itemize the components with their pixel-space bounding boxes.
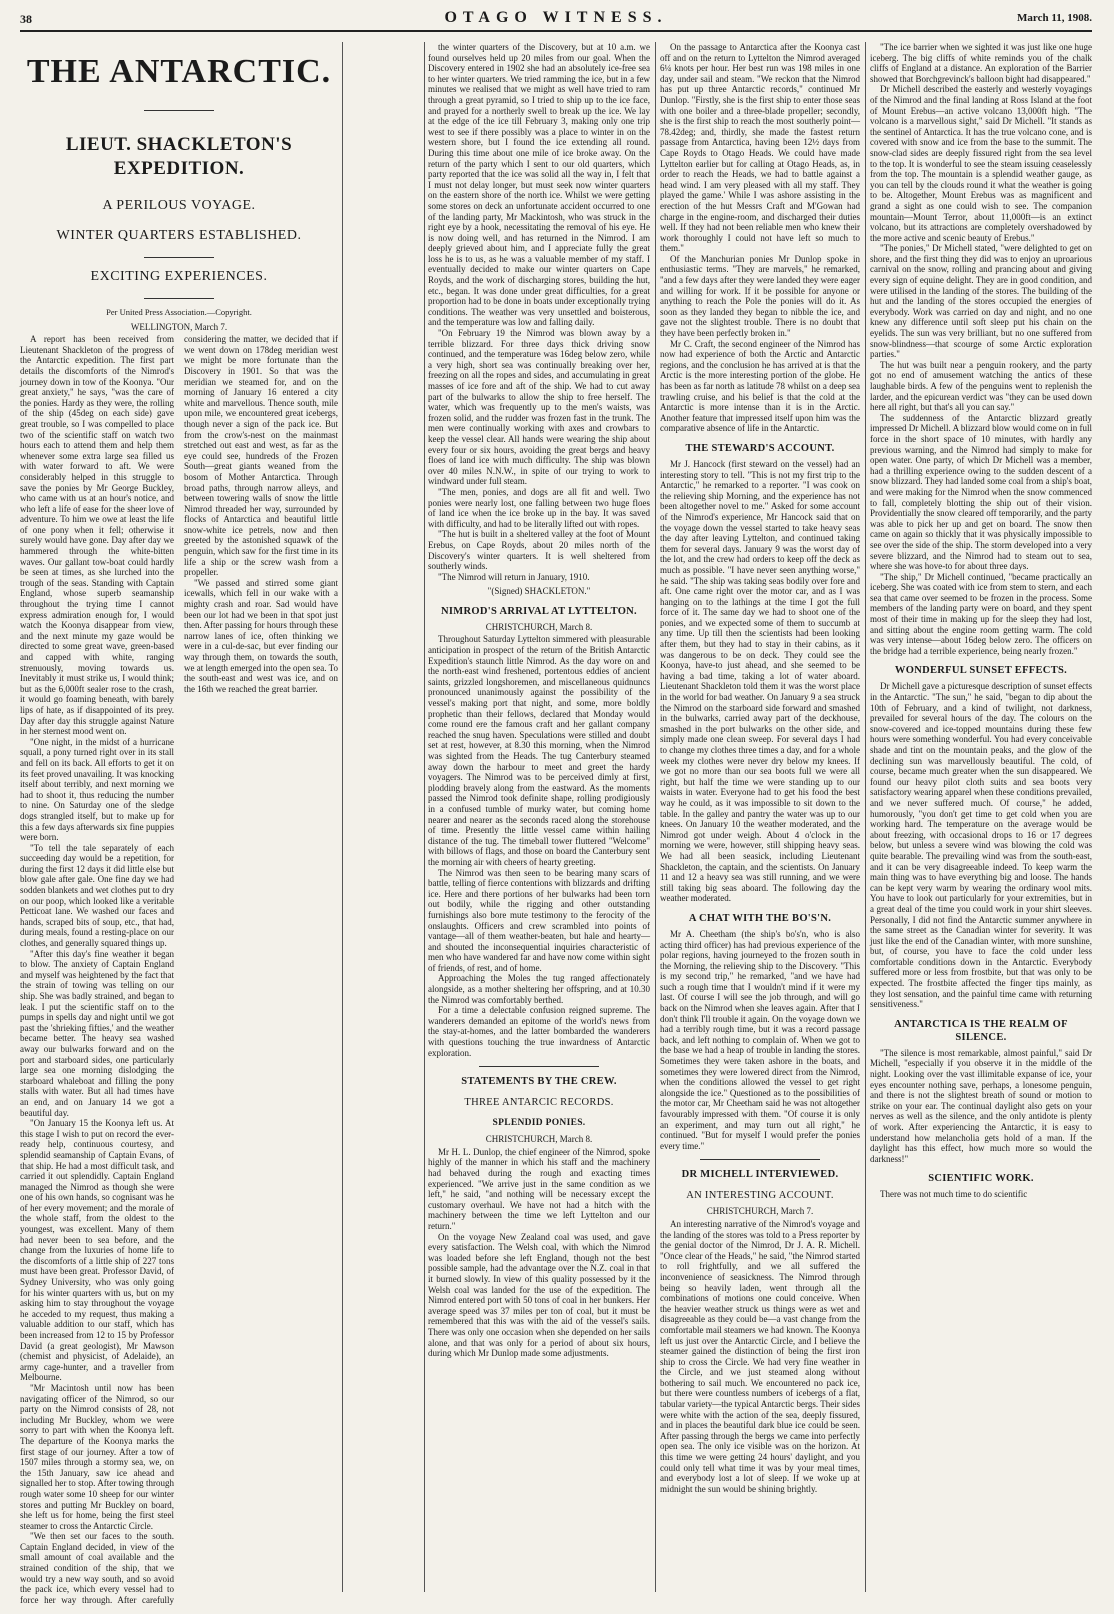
column-rule: [655, 42, 656, 1592]
michell-paragraph: The hut was built near a penguin rookery, and the party got no end of amusement watching the antics of these laughable birds. A few of the penguins went to replenish the larder, and the epicurean verdict was "they can be used down here all right, but that's all you can say.": [870, 359, 1092, 413]
article-subhead: LIEUT. SHACKLETON'S EXPEDITION.: [65, 134, 293, 179]
article-dateline: WELLINGTON, March 7.: [130, 321, 228, 332]
steward-headline: THE STEWARD'S ACCOUNT.: [685, 442, 835, 454]
nimrod-arrival-headline: NIMROD'S ARRIVAL AT LYTTELTON.: [441, 605, 637, 617]
article-paragraph: "After this day's fine weather it began to blow. The anxiety of Captain England and myself was heightened by the fact that the strain of towing was telling on our ship. She was badly strained, and began to leak. I put the scientific staff on to the pumps in spells day and night until we got past the 'shrieking fifties,' and the weather became better. The heavy sea washed away our bulwarks forward and on the port and starboard sides, one particularly large sea one morning dislodging the starboard whaleboat and filling the pony stalls with water. But all had times have an end, and on January 14 we got a beautiful day.: [20, 948, 174, 1118]
deck-rule: [144, 257, 214, 258]
signature: "(Signed) SHACKLETON.": [487, 586, 591, 597]
article-paragraph: "The hut is built in a sheltered valley at the foot of Mount Erebus, on Cape Royds, about 20 miles north of the Discovery's winter quarters. It is well sheltered from southerly winds.: [428, 529, 650, 572]
article-paragraph: "The Nimrod will return in January, 1910.: [438, 571, 590, 582]
article-deck-2: WINTER QUARTERS ESTABLISHED.: [56, 228, 302, 243]
crew-paragraph: Mr C. Craft, the second engineer of the Nimrod has now had experience of both the Arctic and Antarctic regions, and the conclusion he has arrived at is that the Arctic is the more interesting portion of the globe. He has been as far north as latitude 78 whilst on a deep sea trawling cruise, and his belief is that the cold at the Antarctic is more intense than it is in the Arctic. Another feature that impressed itself upon him was the comparative absence of life in the Antarctic.: [660, 338, 860, 434]
nimrod-paragraph: Throughout Saturday Lyttelton simmered with pleasurable anticipation in prospect of the return of the British Antarctic Expedition's staunch little Nimrod. As the day wore on and the north-east wind freshened, portentous eddies of ancient saints, grizzled longshoremen, and miscellaneous quidnuncs pronounced unanimously against the possibility of the vessel's making port that night, and some, more boldly prophetic than their fellows, declared that Monday would come round ere the famous craft and her gallant company reached the snug haven. Speculations were stilled and doubt set at rest, however, at 8.30 this morning, when the Nimrod was sighted from the Heads. The tug Canterbury steamed away down the harbour to meet and greet the hardy voyagers. The Nimrod was to be perceived dimly at first, plodding bravely along from the eastward. As the moments passed the Nimrod took definite shape, rolling prodigiously in a confused tumble of murky water, but coming home nearer and nearer as the seconds raced along the storehouse of time. Presently the little vessel came within hailing distance of the tug. The timeball tower fluttered "Welcome" with billows of flags, and those on board the Canterbury sent the morning air with cheers of hearty greeting.: [428, 634, 650, 867]
article-body-a: [20, 334, 338, 1614]
michell-paragraph: "The ice barrier when we sighted it was just like one huge iceberg. The big cliffs of white reminds you of the chalk cliffs of England at a distance. An exploration of the Barrier showed that Borchgrevinck's balloon bight had disappeared.": [870, 42, 1092, 84]
crew-paragraph: Of the Manchurian ponies Mr Dunlop spoke in enthusiastic terms. "They are marvels," he remarked, "and a few days after they were landed they were eager and willing for work. If it be possible for anyone or anything to reach the Pole the ponies will do it. As soon as they landed they began to nibble the ice, and gave not the slightest trouble. There is no doubt that they have been perfectly broken in.": [660, 253, 860, 339]
michell-paragraph: "The ponies," Dr Michell stated, "were delighted to get on shore, and the first thing they did was to enjoy an uproarious carnival on the snow, rolling and prancing about and giving every sign of equine delight. They are in good condition, and were utilised in the landing of the stores. The building of the hut and the landing of the stores occupied the energies of everybody. Work was carried on day and night, and no one knew any difference until soft sleep put his chain on the eyelids. The sun was very brilliant, but no one suffered from snow-blindness—that scourge of some Arctic exploration parties.": [870, 243, 1092, 360]
michell-paragraph: An interesting narrative of the Nimrod's voyage and the landing of the stores was told to a Press reporter by the genial doctor of the Nimrod, Dr J. A. R. Michell. "Once clear of the Heads," he said, "the Nimrod started to roll frightfully, and we all suffered the inconvenience of seasickness. The Nimrod through being so heavily laden, went through all the combinations of motions one could conceive. When the heavier weather struck us things were as wet and disagreeable as they could be—a vast change from the comfortable mail steamers we had known. The Koonya left us just over the Antarctic Circle, and I believe the steamer gained the distinction of being the first iron ship to cross the Circle. We had very fine weather in the Circle, and we just steamed along without bothering to sail much. We encountered no pack ice, but there were countless numbers of icebergs of a flat, tabular variety—the typical Antarctic bergs. Their sides were white with the action of the sea, deeply fissured, and in places the beautiful dark blue ice could be seen. After passing through the bergs we came into perfectly open sea. The only ice visible was on the horizon. At this time we were getting 24 hours' daylight, and you could only tell what time it was by your meal times, and everybody lost a lot of sleep. If we woke up at midnight the sun would be shining brightly.: [660, 1218, 860, 1494]
article-paragraph: "On February 19 the Nimrod was blown away by a terrible blizzard. For three days thick driving snow continued, and the temperature was 16deg below zero, while a very high, short sea was continually breaking over her, freezing on all the ropes and sides, and accumulating in great masses of ice fore and aft of the ship. We had to cut away part of the bulwarks to allow the ship to free herself. The water, which was frequently up to the men's waists, was frozen solid, and the rudder was frozen fast in the trunk. The men were continually working with axes and crowbars to keep the vessel clear. All hands were wearing the ship about every four or six hours, avoiding the great bergs and heavy floes of land ice with much difficulty. The ship was blown over 40 miles N.N.W., in spite of our trying to work to windward under full steam.: [428, 328, 650, 487]
column-rule: [865, 42, 866, 1592]
bosun-headline: A CHAT WITH THE BO'S'N.: [688, 912, 832, 924]
article-paragraph: "To tell the tale separately of each succeeding day would be a repetition, for during the first 12 days it did little else but blow gale after gale. One fine day we had sodden blankets and wet clothes put to dry on our poop, which looked like a veritable Petticoat lane. We washed our faces and hands, scraped bits of soup, etc., that had, during meals, found a resting-place on our clothes, and generally squared things up.: [20, 842, 174, 949]
column-rule: [342, 42, 343, 1592]
paper-name: OTAGO WITNESS.: [444, 9, 668, 26]
crew-paragraph: On the voyage New Zealand coal was used, and gave every satisfaction. The Welsh coal, with which the Nimrod was loaded before she left England, though not the best possible sample, had the advantage over the N.Z. coal in that it burned slowly. In view of this quality possessed by it the Welsh coal was landed for the use of the expedition. The Nimrod entered port with 50 tons of coal in her bunkers. Her average speed was 37 miles per ton of coal, but it must be remembered that this was with the aid of the vessel's sails. There was only one occasion when she depended on her sails alone, and that was only for a period of about six hours, during which Mr Dunlop made some adjustments.: [428, 1231, 650, 1359]
article-paragraph: "We then set our faces to the south. Captain England decided, in view of the small amount of coal available and the strained condition of the ship, that we would try a new way south, and so avoid the pack ice, which every vessel had to force her way through. After carefully considering the matter, we decided that if we went down on 178deg meridian west we might be more fortunate than the Discovery in 1901. So that was the meridian we steamed for, and on the morning of January 16 entered a city white and marvellous. Thence south, mile upon mile, we encountered great icebergs, though never a sign of the pack ice. But from the crow's-nest on the mainmast stretched out east and west, as far as the eye could see, hundreds of the Frozen South—great giants weaned from the bosom of Mother Antarctica. Through broad paths, through narrow alleys, and between towering walls of snow the little Nimrod threaded her way, surrounded by flocks of Antarctica and beautiful little snow-white ice petrels, now and then greeted by the astonished squawk of the penguin, which saw for the first time in its life a ship or the screw wash from a propeller.: [20, 334, 338, 1605]
sunset-headline: WONDERFUL SUNSET EFFECTS.: [894, 665, 1068, 677]
michell-paragraph: Dr Michell described the easterly and westerly voyagings of the Nimrod and the final landing at Ross Island at the foot of Mount Erebus—an active volcano 13,000ft high. "The volcano is a marvellous sight," said Dr Michell. "It stands as the sentinel of Antarctica. It has the true volcano cone, and is covered with snow and ice from the base to the summit. The snow-clad sides are deeply fissured right from the sea level to the top. It is wonderful to see the steam issuing ceaselessly from the top. The mountain is a splendid weather gauge, as you can tell by the clouds round it what the weather is going to be. Altogether, Mount Erebus was as magnificent and grand a sight as one could wish to see. The companion mountain—Mount Terror, about 11,000ft—is an extinct volcano, but its attractions are completely overshadowed by the more active and scenic beauty of Erebus.": [870, 84, 1092, 243]
ponies-headline: SPLENDID PONIES.: [492, 1118, 586, 1129]
article-headline: THE ANTARCTIC.: [26, 53, 332, 90]
nimrod-dateline: CHRISTCHURCH, March 8.: [485, 621, 593, 632]
deck-rule: [144, 298, 214, 299]
crew-headline: STATEMENTS BY THE CREW.: [461, 1076, 617, 1088]
column-5: [870, 42, 1092, 1594]
michell-paragraph: The suddenness of the Antarctic blizzard greatly impressed Dr Michell. A blizzard blow would come on in full force in the short space of 10 minutes, with hardly any previous warning, and the Nimrod had simply to make for open water. One party, of which Dr Michell was a member, had a thrilling experience owing to the sudden descent of a snow blizzard. They had landed some coal from a ship's boat, and were making for the Nimrod when the snow commenced to fall, completely blotting the ship out of their vision. Providentially the snow cleared off temporarily, and the party was able to pick her up and get on board. The snow then came on again so thickly that it was physically impossible to see over the side of the ship. The storm developed into a very severe blizzard, and the Nimrod had to steam out to sea, where she was hove-to for about three days.: [870, 412, 1092, 572]
article-paragraph: "One night, in the midst of a hurricane squall, a pony turned right over in its stall and fell on its back. All efforts to get it on its feet proved unavailing. It was knocking itself about terribly, and next morning we had to shoot it, thus reducing the number to nine. On Saturday one of the sledge dogs strangled itself, but to make up for this a few days afterwards six fine puppies were born.: [20, 736, 174, 843]
sunset-paragraph: Dr Michell gave a picturesque description of sunset effects in the Antarctic. "The sun," he said, "began to dip about the 10th of February, and a kind of twilight, not darkness, prevailed for several hours of the day. The colours on the snow-covered and ice-topped mountains during these few hours were something wonderful. You had every conceivable shade and tint on the mountain peaks, and the glow of the declining sun was marvellously beautiful. The cold, of course, became much greater when the sun disappeared. We found our heavy pilot cloth suits and sea boots very satisfactory wearing apparel when these conditions prevailed, and we never suffered much. Of course," he added, humorously, "you don't get time to get cold when you are working hard. The temperature on the average would be about freezing, with occasional drops to 16 or 17 degrees below, but unless a severe wind was blowing the cold was quite bearable. The prevailing wind was from the south-east, and it can be very disagreeable indeed. To keep warm the main thing was to have everything big and loose. The hands can be kept very warm by wearing the ordinary wool mits. You have to look out particularly for your extremities, but in a great deal of the time you could work in your shirt sleeves. Personally, I did not find the Antarctic summer anywhere in the same street as the Canadian winter for severity. It was just like the end of the Canadian winter, with more sunshine, but, of course, you have to face the cold under less comfortable conditions down in the Antarctic. Everybody suffered more or less from frostbite, but that was only to be expected. The frostbite affected the finger tips mainly, as they lost sensation, and the painful time came with returning sensitiveness.": [870, 681, 1092, 1010]
issue-date: March 11, 1908.: [1017, 12, 1092, 24]
article-deck-3: EXCITING EXPERIENCES.: [90, 269, 268, 284]
michell-paragraph: "The ship," Dr Michell continued, "became practically an iceberg. She was coated with ice from stem to stern, and each sea that came over seemed to be frozen in the process. Some members of the landing party were on board, and they spent most of their time in making up for the sleep they had lost, and sitting about the engine room getting warm. The cold was very intense—about 16deg below zero. The officers on the bridge had a terrible experience, being nearly frozen.": [870, 571, 1092, 656]
column-3: [428, 42, 650, 1594]
section-rule: [479, 1066, 599, 1067]
bosun-paragraph: Mr A. Cheetham (the ship's bo's'n, who is also acting third officer) has had previous experience of the polar regions, having journeyed to the frozen south in the Morning, the relieving ship to the Discovery. "This is my second trip," he remarked, "and we have had such a rough time that I wouldn't mind if it were my last. Of course I will see the job through, and will go back on the Nimrod when she leaves again. After that I don't think I'll trouble it again. On the voyage down we had a terribly rough time, but it was a record passage back, and left nothing to complain of. When we got to the base we had a heap of trouble in landing the stores. Sometimes they were taken ashore in the boats, and sometimes they were lowered direct from the Nimrod, when the conditions allowed the vessel to get right alongside the ice." Questioned as to the possibilities of the motor car, Mr Cheetham said he was not altogether favourably impressed with them. "Of course it is only an experiment, and may turn out all right," he continued. "But for myself I would prefer the ponies every time.": [660, 928, 860, 1151]
article-paragraph: "The men, ponies, and dogs are all fit and well. Two ponies were nearly lost, one falling between two huge floes of land ice when the ice broke up in the bay. It was saved with difficulty, and had to be literally lifted out with ropes.: [428, 486, 650, 529]
article-paragraph: "Mr Macintosh until now has been navigating officer of the Nimrod, so our party on the Nimrod consists of 28, not including Mr Buckley, whom we were sorry to part with when the Koonya left. The departure of the Koonya marks the first stage of our journey. After a tow of 1507 miles through a stormy sea, we, on the 15th January, saw ice ahead and signalled her to stop. After towing through rough water some 10 sheep for our winter stores and putting Mr Buckley on board, she left us for home, being the first steel steamer to cross the Antarctic Circle.: [20, 1382, 174, 1531]
section-rule: [700, 1159, 820, 1160]
crew-paragraph: On the passage to Antarctica after the Koonya cast off and on the return to Lyttelton the Nimrod averaged 6¼ knots per hour. Her best run was 198 miles in one day, under sail and steam. "We reckon that the Nimrod has put up three Antarctic records," continued Mr Dunlop. "Firstly, she is the first ship to enter those seas with one boiler and a three-blade propeller; secondly, she is the first ship to reach the most southerly point—78.42deg; and, thirdly, she made the fastest return passage from Antarctica, having been 12½ days from Cape Royds to Otago Heads. We could have made Lyttelton earlier but for calling at Otago Heads, as, in order to reach the Heads, we had to battle against a head wind. I am very pleased with all my staff. They played the game.' While I was ashore assisting in the erection of the hut Messrs Craft and M'Gowan had charge in the engine-room, and discharged their duties well. If they had not been reliable men who knew their work thoroughly I could not have left so much to them.": [660, 42, 860, 254]
crew-paragraph: Mr H. L. Dunlop, the chief engineer of the Nimrod, spoke highly of the manner in which his staff and the machinery had behaved during the rough and exacting times experienced. "We arrive just in the same condition as we left," he said, "and nothing will be necessary except the customary overhaul. We have not had a hitch with the machinery between the time we left Lyttelton and our return.": [428, 1146, 650, 1231]
headline-rule: [144, 110, 214, 111]
column-1: [20, 42, 338, 1605]
article-paragraph: A report has been received from Lieutenant Shackleton of the progress of the Antarctic expedition. The first part details the discomforts of the Nimrod's journey down in tow of the Koonya. "Our great anxiety," he says, "was the care of the ponies. Hardy as they were, the rolling of the ship (45deg on each side) gave great trouble, so I was compelled to place two of the scientific staff on watch two hours each to attend them and help them whenever some extra large sea filled us with water forward to aft. We were considerably helped in this struggle to save the ponies by Mr George Buckley, who came with us at an hour's notice, and who left a life of ease for the sheer love of adventure. To him we owe at least the life of one pony when it fell; otherwise it surely would have gone. Day after day we hammered through the white-bitten waves. Our gallant tow-boat could hardly be seen at times, as she lurched into the trough of the seas. Standing with Captain England, whose superb seamanship throughout the trying time I cannot express admiration enough for, I would watch the Koonya disappear from view, and the next minute my gaze would be directed to some great wave, green-based and capped with white, ranging strenuously, moving towards us. Inevitably it must strike us, I would think; but as the 6,000ft sealer rose to the crash, it would go foaming beneath, with barely lips of hate, as if disappointed of its prey. Day after day this struggle against Nature in her sternest mood went on.: [20, 334, 174, 737]
steward-paragraph: Mr J. Hancock (first steward on the vessel) had an interesting story to tell. "This is not my first trip to the Antarctic," he remarked to a reporter. "I was cook on the relieving ship Morning, and the experience has not been altogether novel to me." Asked for some account of the Nimrod's experience, Mr Hancock said that on the voyage down the vessel started to take heavy seas the day after leaving Lyttelton, and continued taking them for several days. January 9 was the worst day of the lot, and the crew had orders to keep off the deck as much as possible. "I have never seen anything worse," he said. "The ship was taking seas bodily over fore and aft. One came right over the motor car, and as I was hanging on to the lathings at the time I got the full force of it. The same day we had to shoot one of the ponies, and we expected some of them to succumb at any time. Up till then the scientists had been looking after them, but they had to stay in their cabins, as it was dangerous to be on deck. They could see the Koonya, have-to just ahead, and she seemed to be having a bad time, taking a lot of water aboard. Lieutenant Shackleton told them it was the worst place in the world for bad weather. On January 9 a sea struck the Nimrod on the starboard side forward and smashed in the bulwarks, carried away part of the deckhouse, smashed in the port bulwarks on the other side, and simply made one clean sweep. For several days I had to change my clothes three times a day, and for a whole week my clothes were never dry below my knees. If we got no more than our sea boots full we were all right, but half the time we were standing up to our waists in water. Everyone had to get his food the best way he could, as it was impossible to sit down to the table. In the galley and pantry the water was up to our knees. On January 10 the weather moderated, and the Nimrod got under weigh. About 4 o'clock in the morning we were, however, still shipping heavy seas. We had all been seasick, including Lieutenant Shackleton, the captain, and the scientists. On January 11 and 12 a heavy sea was still running, and we were still taking big seas aboard. The following day the weather moderated.: [660, 458, 860, 904]
nimrod-paragraph: Approaching the Moles the tug ranged affectionately alongside, as a mother sheltering her offspring, and at 10.30 the Nimrod was comfortably berthed.: [428, 973, 650, 1005]
page-number: 38: [20, 12, 32, 26]
column-4: [660, 42, 860, 1594]
masthead: [20, 6, 1092, 32]
article-paragraph: "On January 15 the Koonya left us. At this stage I wish to put on record the ever-ready help, continuous courtesy, and splendid seamanship of Captain Evans, of that ship. He had a most difficult task, and carried it out splendidly. Captain England managed the Nimrod as though she were one of his own hands, so cognisant was he of her every movement; and the morale of the whole staff, from the oldest to the youngest, was excellent. Many of them had never been to sea before, and the change from the luxuries of home life to the discomforts of a little ship of 227 tons must have been great. Professor David, of Sydney University, who was only going for his winter quarters with us, but on my asking him to stay throughout the voyage he acceded to my request, thus making a valuable addition to our staff, which has been increased from 12 to 15 by Professor David (a great geologist), Mr Mawson (chemist and physicist, of Adelaide), an army cage-hunter, and a traveller from Melbourne.: [20, 1118, 174, 1383]
nimrod-paragraph: For a time a delectable confusion reigned supreme. The wanderers demanded an epitome of the world's news from the stay-at-homes, and the latter bombarded the wanderers with questions touching the true inwardness of Antarctic exploration.: [428, 1005, 650, 1058]
scientific-paragraph: There was not much time to do scientific: [880, 1189, 1028, 1200]
silence-paragraph: "The silence is most remarkable, almost painful," said Dr Michell, "especially if you observe it in the middle of the night. Looking over the vast illimitable expanse of ice, your eyes encounter nothing save, perhaps, a lonesome penguin, and there is not the slightest breath of sound or motion to strike on your ear. The continual daylight also gets on your nerves as well as the silence, and the only antidote is plenty of work. After experiencing the Antarctic, it is easy to understand how melancholia gets hold of a man. If the daylight has this effect, how much more so would the darkness!": [870, 1047, 1092, 1164]
crew-dateline: CHRISTCHURCH, March 8.: [485, 1134, 593, 1145]
article-deck-1: A PERILOUS VOYAGE.: [102, 198, 256, 213]
michell-subhead: AN INTERESTING ACCOUNT.: [686, 1190, 834, 1202]
crew-subhead: THREE ANTARCIC RECORDS.: [464, 1097, 614, 1109]
michell-headline: DR MICHELL INTERVIEWED.: [681, 1169, 839, 1181]
column-rule: [424, 42, 425, 1592]
scientific-headline: SCIENTIFIC WORK.: [928, 1173, 1034, 1185]
silence-headline: ANTARCTICA IS THE REALM OF SILENCE.: [894, 1018, 1068, 1043]
article-paragraph: "We passed and stirred some giant icewalls, which fell in our wake with a mighty crash and roar. Sad would have been our lot had we been in that spot just then. After passing for hours through these narrow lanes of ice, often thinking we were in a cul-de-sac, but ever finding our way through them, on towards the south, we at length emerged into the open sea. To the south-east and west was ice, and on the 16th we reached the great barrier.: [184, 577, 338, 694]
nimrod-paragraph: The Nimrod was then seen to be bearing many scars of battle, telling of fierce contentions with blizzards and drifting ice. Here and there portions of her bulwarks had been torn out bodily, while the rigging and other outstanding furnishings also bore mute testimony to the ferocity of the onslaughts. Officers and crew scrambled into points of vantage—all of them weather-beaten, but hale and hearty—and shouted the inconsequential inquiries characteristic of men who have wandered far and have now come within sight of friends, of rest, and of home.: [428, 867, 650, 973]
article-paragraph: the winter quarters of the Discovery, but at 10 a.m. we found ourselves held up 20 miles from our goal. When the Discovery entered in 1902 she had an absolutely ice-free sea to her winter quarters. We tried ramming the ice, but in a few minutes we realised that we might as well have tried to ram through a great pyramid, so I tried to ship up to the ice face, and prayed for a northerly swell to break up the ice. We lay at the edge of the ice till February 3, making only one trip west to see if there possibly was a place to winter in on the western shore, but I found the ice extending all round. During this time about one mile of ice broke away. On the return of the party which I sent to our old quarters, which party reported that the ice was solid all the way in, I felt that I must not delay longer, but must seek now winter quarters on the eastern shore of the north ice. Whilst we were getting some stores on deck an unfortunate accident occurred to one of the landing party, Mr Mackintosh, who was struck in the right eye by a hook, necessitating the removal of his eye. He is now doing well, and has returned in the Nimrod. I am deeply grieved about him, and I appreciate fully the great loss he is to us, as he was a valuable member of my staff. I eventually decided to make our winter quarters on Cape Royds, and the work of discharging stores, building the hut, etc., began. It was done under great difficulties, for a great proportion had to be done in boats under exceptionally trying conditions. The weather was very unsettled and boisterous, and the temperature was low and falling daily.: [428, 42, 650, 328]
press-credit: Per United Press Association.—Copyright.: [106, 307, 252, 317]
michell-dateline: CHRISTCHURCH, March 7.: [706, 1206, 814, 1217]
